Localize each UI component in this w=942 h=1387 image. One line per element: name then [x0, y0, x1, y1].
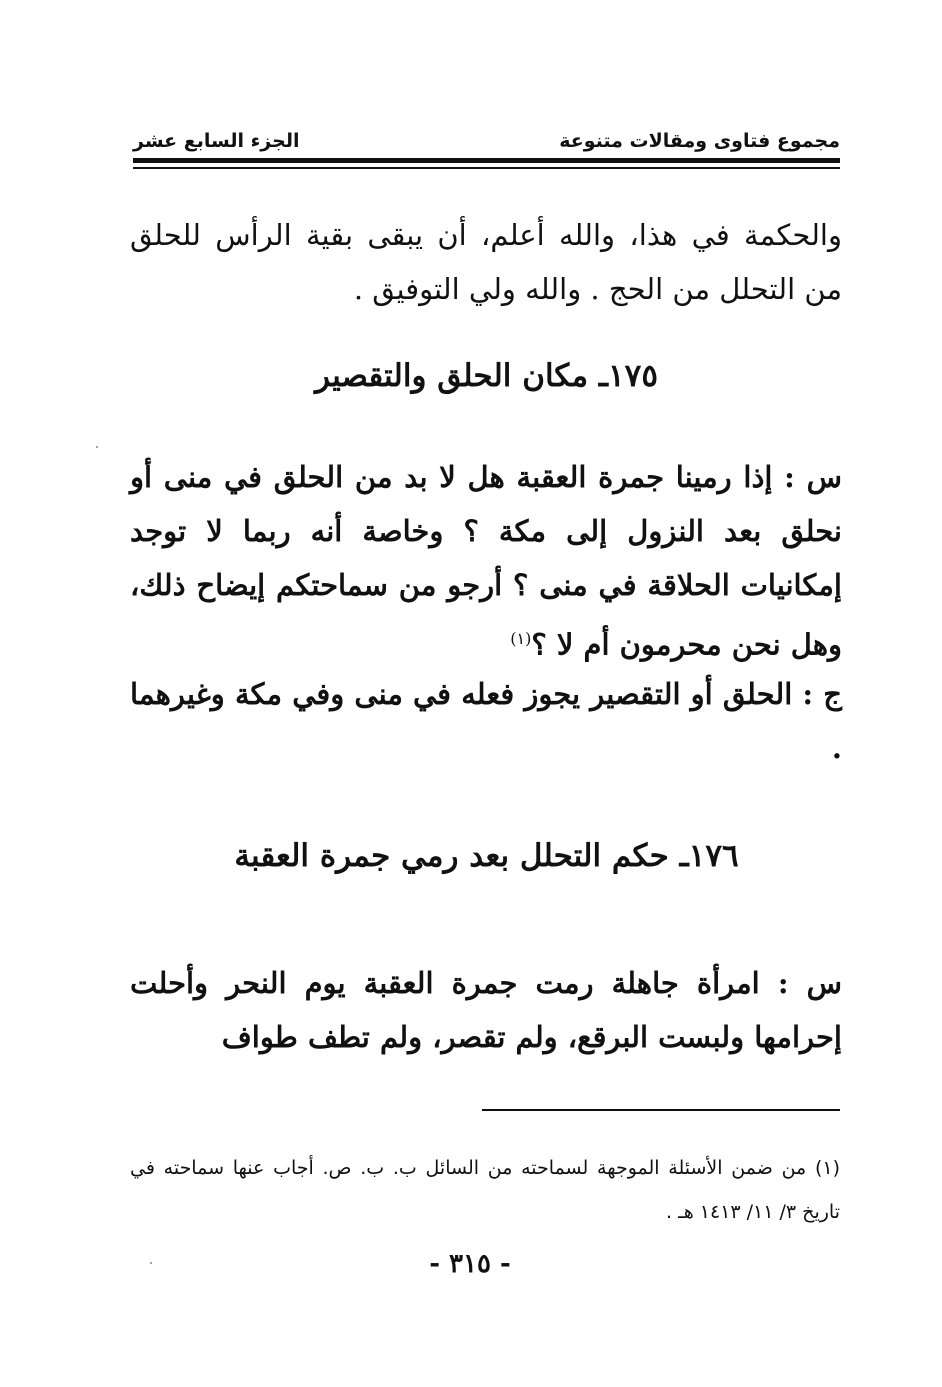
section-176-question: س : امرأة جاهلة رمت جمرة العقبة يوم النحر وأحلت إحرامها ولبست البرقع، ولم تقصر، ولم تطف طواف [130, 966, 842, 1054]
scan-speck [150, 1262, 152, 1264]
header-rule-thin [133, 167, 840, 169]
volume-label: الجزء السابع عشر [133, 130, 300, 152]
header-rule-thick [133, 158, 840, 163]
section-176-heading: ١٧٦ـ حكم التحلل بعد رمي جمرة العقبة [234, 838, 739, 874]
intro-paragraph: والحكمة في هذا، والله أعلم، أن يبقى بقية الرأس للحلق من التحلل من الحج . والله ولي التوفيق . [130, 218, 842, 306]
section-175-question-text: س : إذا رمينا جمرة العقبة هل لا بد من الحلق في منى أو نحلق بعد النزول إلى مكة ؟ وخاصة أنه ربما لا توجد إمكانيات الحلاقة في منى ؟ أرجو من سماحتكم إيضاح ذلك، وهل نحن محرمون أم لا ؟ [130, 460, 842, 662]
scan-speck [96, 446, 98, 448]
book-title: مجموع فتاوى ومقالات متنوعة [559, 130, 840, 152]
page-number: - ٣١٥ - [429, 1249, 511, 1279]
footnote-marker: (١) [510, 629, 532, 648]
running-header [133, 122, 840, 152]
footnote-separator [482, 1109, 840, 1111]
section-175-question [130, 450, 842, 672]
footnote-text: (١) من ضمن الأسئلة الموجهة لسماحته من السائل ب. ب. ص. أجاب عنها سماحته في تاريخ ٣/ ١١/ ١٤١٣ هـ . [130, 1157, 840, 1223]
section-175-heading: ١٧٥ـ مكان الحلق والتقصير [315, 358, 658, 394]
section-175-answer: ج : الحلق أو التقصير يجوز فعله في منى وفي مكة وغيرهما . [130, 677, 842, 765]
